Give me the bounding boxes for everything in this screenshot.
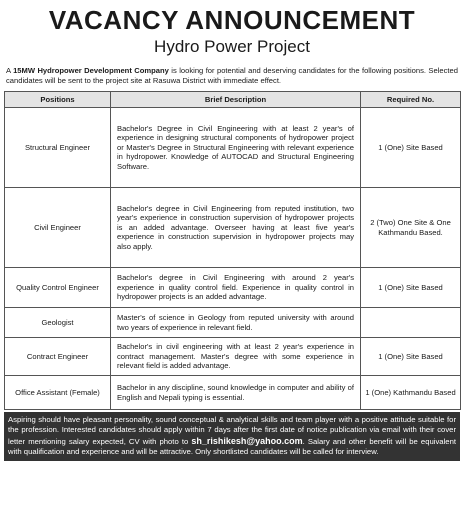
position-cell: Civil Engineer [5,188,111,268]
required-cell: 2 (Two) One Site & One Kathmandu Based. [361,188,461,268]
intro-prefix: A [6,66,14,75]
position-cell: Contract Engineer [5,338,111,376]
footer-text-1: Aspiring should have pleasant personality, sound conceptual & analytical skills and team player with a positive attitude suitable for the profession. Interested candidates should apply within 7 days after the first date of notice publication via email with their cover letter mentioning salary expected, CV with photo to [8,415,456,446]
table-row [5,376,461,410]
description-cell: Bachelor's degree in Civil Engineering with around 2 year's experience in quality control field. Experience in quality control in hydropower projects is an added advantage. [111,268,361,308]
description-cell: Bachelor's degree in Civil Engineering from reputed institution, two year's experience in construction supervision of hydropower projects is an added advantage. Overseer having at least five year's experience in construction supervision in hydropower projects may also apply. [111,188,361,268]
position-cell: Geologist [5,308,111,338]
positions-table [4,91,461,410]
position-cell: Office Assistant (Female) [5,376,111,410]
header-description: Brief Description [111,92,361,108]
intro-paragraph [4,66,460,86]
description-cell: Bachelor's Degree in Civil Engineering with at least 2 year's of experience in designing structural components of hydropower project or Master's Degree in Structural Engineering with relevant experience in hydropower. Knowledge of AUTOCAD and Structural Engineering Software. [111,108,361,188]
table-row [5,108,461,188]
company-name: 15MW Hydropower Development Company [13,66,169,75]
contact-email: sh_rishikesh@yahoo.com [191,435,303,446]
page-title: VACANCY ANNOUNCEMENT [48,5,416,35]
table-row [5,308,461,338]
required-cell: 1 (One) Kathmandu Based [361,376,461,410]
intro-text: is looking for potential and deserving candidates for the following positions. Selected candidates will be sent to the project site at Rasuwa District with immediate effect. [6,66,458,85]
required-cell: 1 (One) Site Based [361,268,461,308]
table-row [5,188,461,268]
position-cell: Structural Engineer [5,108,111,188]
position-cell: Quality Control Engineer [5,268,111,308]
vacancy-notice [4,4,460,508]
table-row [5,338,461,376]
required-cell: 1 (One) Site Based [361,108,461,188]
footer-text-2: . Salary and other benefit will be equivalent with qualification and experience and will be attractive. Only shortlisted candidates will be called for interview. [8,436,456,457]
table-row [5,268,461,308]
required-cell [361,308,461,338]
header-required: Required No. [361,92,461,108]
table-header-row [5,92,461,108]
description-cell: Bachelor in any discipline, sound knowledge in computer and ability of English and Nepali typing is essential. [111,376,361,410]
description-cell: Bachelor's in civil engineering with at least 2 year's experience in contract management. Master's degree with some experience in relevant field is added advantage. [111,338,361,376]
application-instructions [4,412,460,461]
required-cell: 1 (One) Site Based [361,338,461,376]
header-positions: Positions [5,92,111,108]
description-cell: Master's of science in Geology from reputed university with around two years of experience in relevant field. [111,308,361,338]
page-subtitle: Hydro Power Project [154,37,310,56]
